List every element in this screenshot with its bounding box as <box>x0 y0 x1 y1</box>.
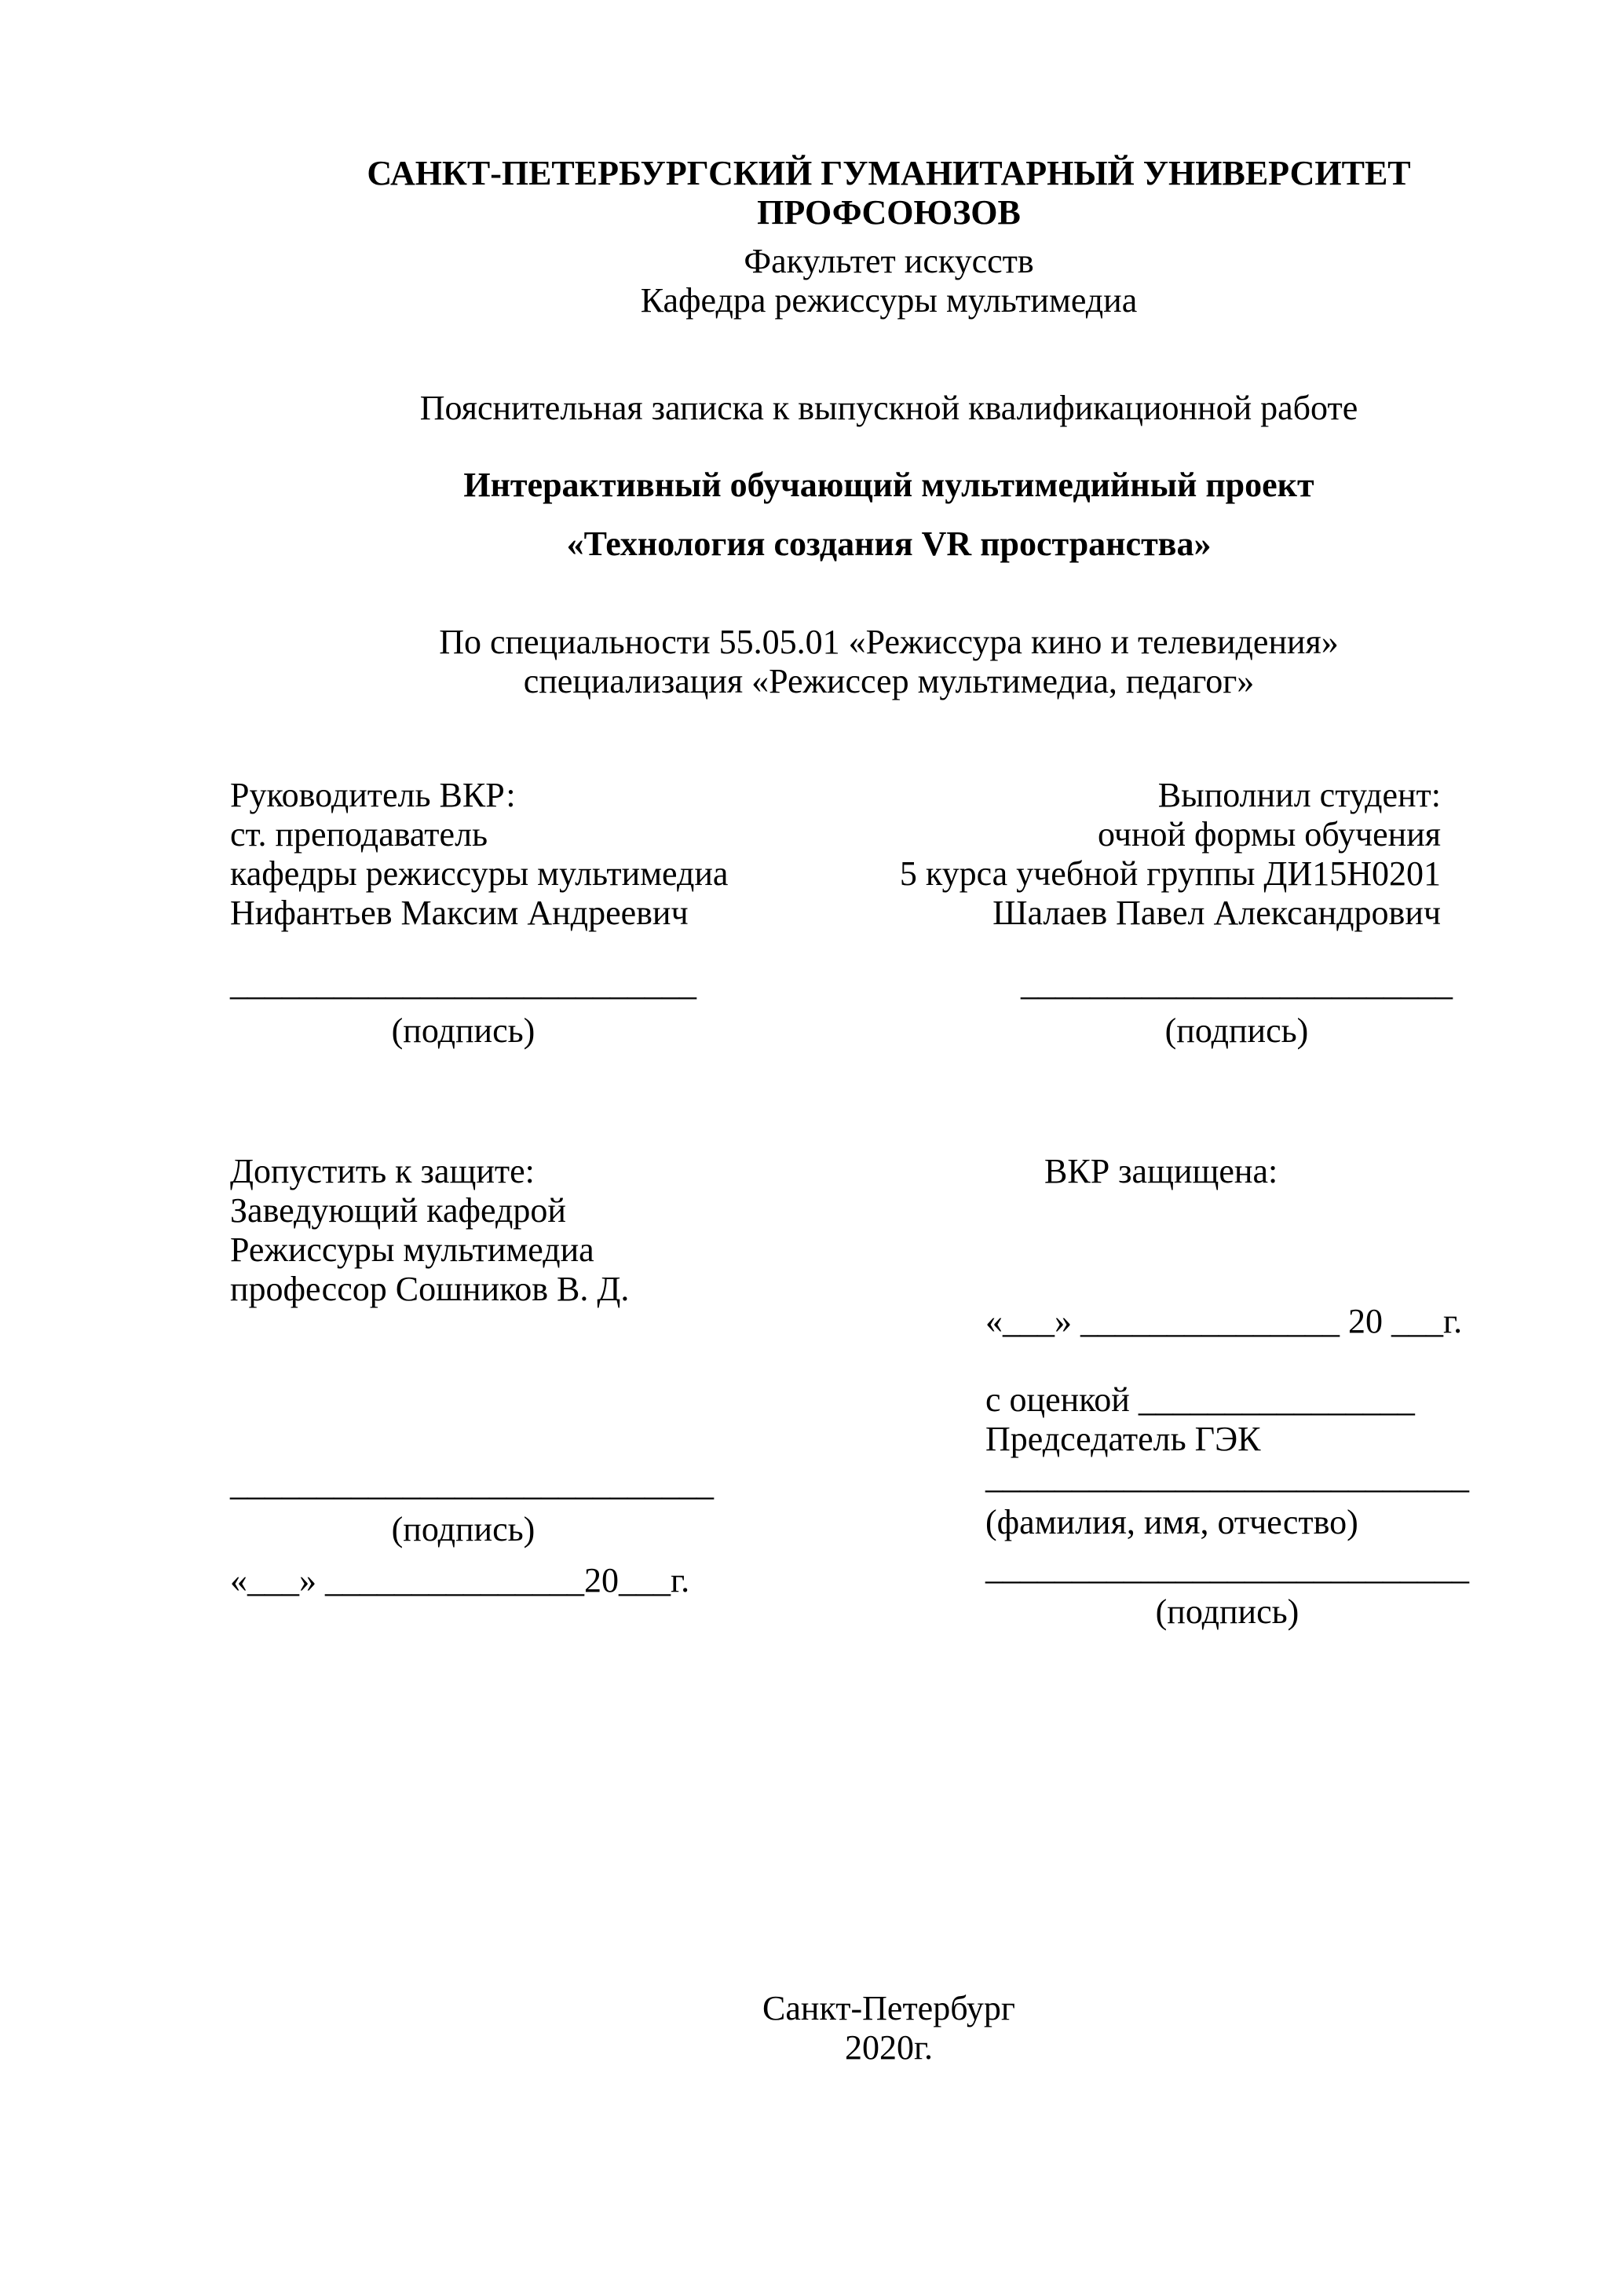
defense-date-line: «___» _______________ 20 ___г. <box>985 1302 1463 1340</box>
student-group: 5 курса учебной группы ДИ15Н0201 <box>899 854 1441 893</box>
student-role-label: Выполнил студент: <box>1157 776 1441 814</box>
footer-year: 2020г. <box>844 2028 934 2067</box>
defense-signature-caption: (подпись) <box>1155 1592 1299 1631</box>
supervisor-department: кафедры режиссуры мультимедиа <box>230 854 729 893</box>
supervisor-signature-caption: (подпись) <box>391 1011 536 1050</box>
university-name: САНКТ-ПЕТЕРБУРГСКИЙ ГУМАНИТАРНЫЙ УНИВЕРСИТЕТ ПРОФСОЮЗОВ <box>367 154 1411 232</box>
project-title: Интерактивный обучающий мультимедийный проект <box>463 466 1314 504</box>
specialty-line: По специальности 55.05.01 «Режиссура кино и телевидения» <box>439 623 1339 661</box>
faculty-name: Факультет искусств <box>744 242 1034 280</box>
admission-label: Допустить к защите: <box>230 1152 535 1190</box>
supervisor-position: ст. преподаватель <box>230 815 488 854</box>
defense-label: ВКР защищена: <box>1044 1152 1278 1190</box>
defense-chairman-label: Председатель ГЭК <box>985 1420 1261 1458</box>
student-study-form: очной формы обучения <box>1097 815 1441 854</box>
supervisor-role-label: Руководитель ВКР: <box>230 776 516 814</box>
defense-name-caption: (фамилия, имя, отчество) <box>985 1503 1358 1541</box>
student-signature-caption: (подпись) <box>1164 1011 1309 1050</box>
admission-head-position: Заведующий кафедрой <box>230 1191 566 1230</box>
student-name: Шалаев Павел Александрович <box>992 894 1441 932</box>
supervisor-name: Нифантьев Максим Андреевич <box>230 894 689 932</box>
specialization-line: специализация «Режиссер мультимедиа, педагог» <box>523 662 1255 700</box>
admission-signature-caption: (подпись) <box>391 1510 536 1548</box>
admission-head-name: профессор Сошников В. Д. <box>230 1270 630 1308</box>
note-type-line: Пояснительная записка к выпускной квалификационной работе <box>419 389 1358 427</box>
defense-signature-line: ____________________________ <box>985 1548 1469 1587</box>
student-signature-line: _________________________ <box>1021 964 1453 1003</box>
project-subtitle: «Технология создания VR пространства» <box>566 525 1212 563</box>
admission-head-department: Режиссуры мультимедиа <box>230 1230 594 1269</box>
admission-date-line: «___» _______________20___г. <box>230 1561 690 1600</box>
defense-name-line: ____________________________ <box>985 1457 1469 1496</box>
defense-grade-line: с оценкой ________________ <box>985 1380 1415 1419</box>
department-name: Кафедра режиссуры мультимедиа <box>640 281 1138 320</box>
footer-city: Санкт-Петербург <box>762 1989 1015 2027</box>
admission-signature-line: ____________________________ <box>230 1464 714 1503</box>
supervisor-signature-line: ___________________________ <box>230 964 696 1003</box>
